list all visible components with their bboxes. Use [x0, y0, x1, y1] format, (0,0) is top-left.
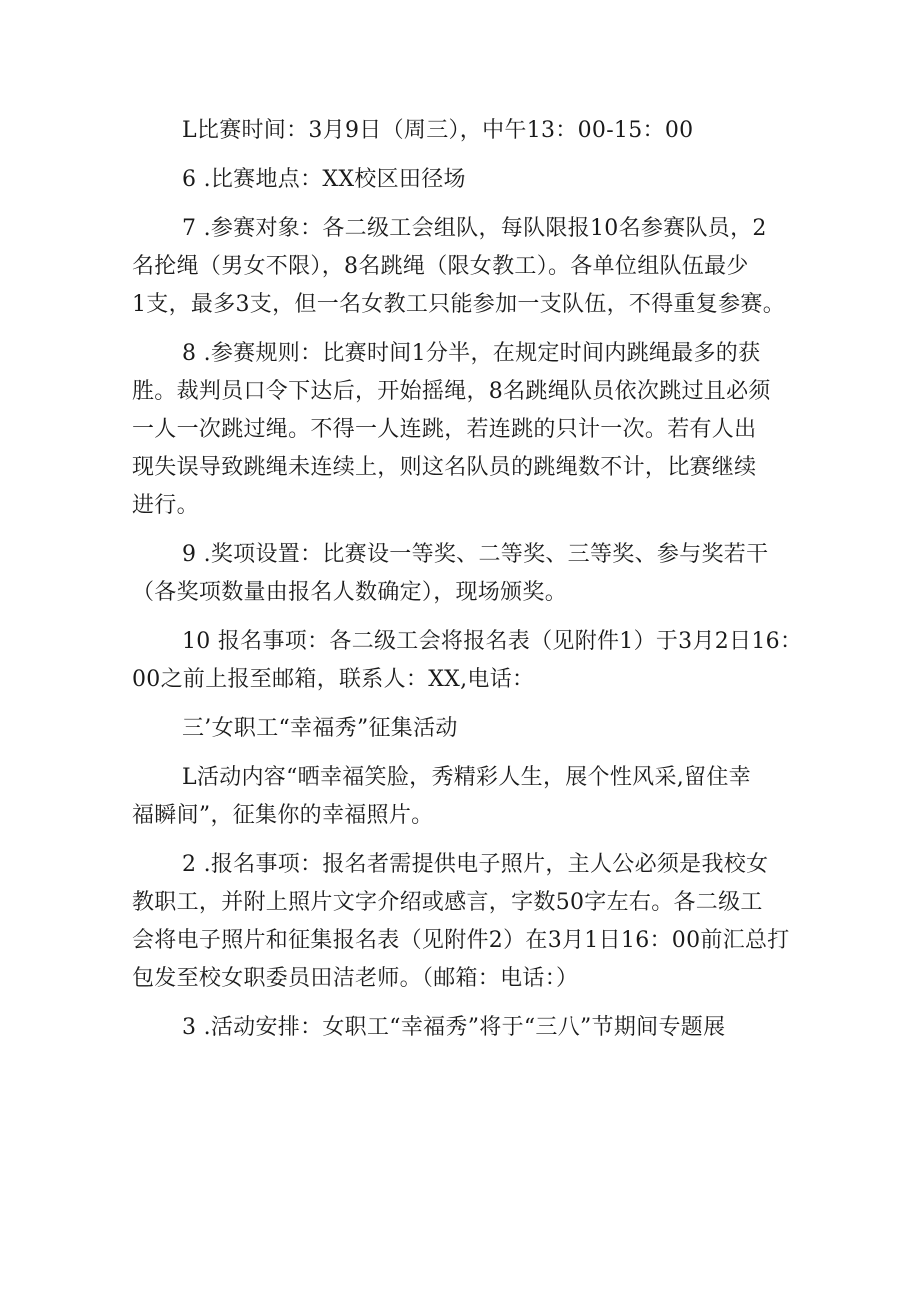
paragraph-time	[132, 112, 794, 150]
text-line: 3 .活动安排：女职工“幸福秀”将于“三八”节期间专题展	[182, 1015, 726, 1040]
text-line: 1支，最多3支，但一名女教工只能参加一支队伍，不得重复参赛。	[132, 292, 785, 317]
text-line: 9 .奖项设置：比赛设一等奖、二等奖、三等奖、参与奖若干	[182, 542, 769, 567]
paragraph-activity-arrangement	[132, 1009, 794, 1047]
text-line: （各奖项数量由报名人数确定），现场颁奖。	[132, 580, 568, 605]
text-line: 一人一次跳过绳。不得一人连跳，若连跳的只计一次。若有人出	[132, 417, 757, 442]
text-line: 福瞬间”，征集你的幸福照片。	[132, 803, 434, 828]
text-line: 10 报名事项：各二级工会将报名表（见附件1）于3月2日16：	[182, 629, 803, 654]
text-line: 胜。裁判员口令下达后，开始摇绳，8名跳绳队员依次跳过且必须	[132, 379, 771, 404]
paragraph-awards	[132, 536, 794, 612]
paragraph-registration	[132, 623, 803, 699]
text-line: 现失误导致跳绳未连续上，则这名队员的跳绳数不计，比赛继续	[132, 455, 757, 480]
paragraph-venue	[132, 161, 794, 199]
text-line: 6 .比赛地点：XX校区田径场	[182, 167, 466, 192]
text-line: 7 .参赛对象：各二级工会组队，每队限报10名参赛队员，2	[182, 216, 767, 241]
document-body	[132, 112, 803, 1047]
text-line: 包发至校女职委员田洁老师。（邮箱：电话：）	[132, 966, 579, 991]
paragraph-rules	[132, 335, 794, 525]
text-line: 00之前上报至邮箱，联系人：XX,电话：	[132, 667, 535, 692]
text-line: 会将电子照片和征集报名表（见附件2）在3月1日16：00前汇总打	[132, 928, 790, 953]
text-line: 三’女职工“幸福秀”征集活动	[182, 716, 458, 741]
paragraph-activity-registration	[132, 846, 794, 998]
text-line: 2 .报名事项：报名者需提供电子照片，主人公必须是我校女	[182, 852, 769, 877]
text-line: 名抡绳（男女不限），8名跳绳（限女教工）。各单位组队伍最少	[132, 254, 749, 279]
text-line: L活动内容“晒幸福笑脸，秀精彩人生，展个性风采,留住幸	[182, 765, 751, 790]
section-heading-three	[132, 710, 794, 748]
text-line: 进行。	[132, 493, 199, 518]
paragraph-activity-content	[132, 759, 794, 835]
text-line: L比赛时间：3月9日（周三），中午13：00-15：00	[182, 118, 694, 143]
text-line: 教职工，并附上照片文字介绍或感言，字数50字左右。各二级工	[132, 890, 763, 915]
text-line: 8 .参赛规则：比赛时间1分半，在规定时间内跳绳最多的获	[182, 341, 761, 366]
paragraph-participants	[132, 210, 794, 324]
